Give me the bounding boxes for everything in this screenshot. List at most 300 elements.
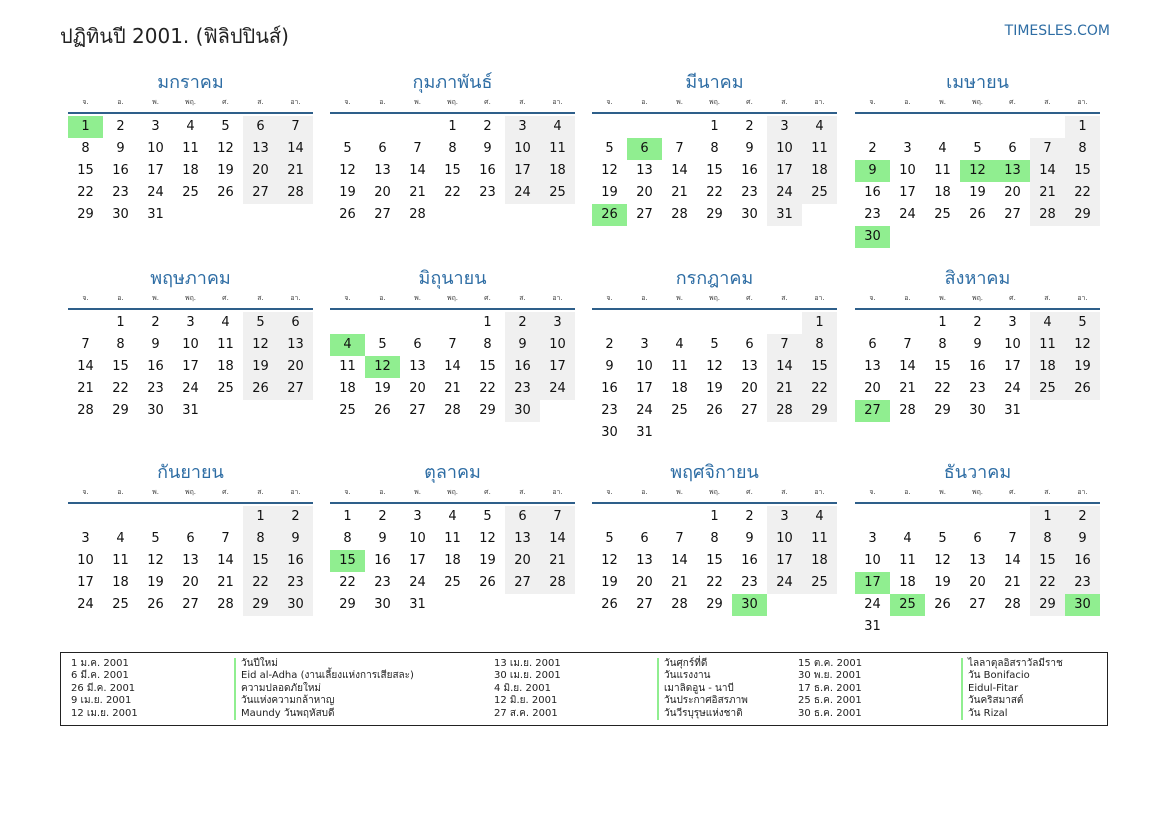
day-cell: 28 (671, 597, 688, 612)
day-cell: 24 (864, 597, 881, 612)
day-cell: 9 (745, 141, 754, 156)
day-cell: 9 (745, 531, 754, 546)
day-cell: 13 (409, 359, 426, 374)
day-cell: 17 (636, 381, 653, 396)
weekday-label: ส. (781, 294, 788, 302)
holiday-name: วันปีใหม่ (234, 658, 278, 670)
day-cell: 2 (745, 119, 754, 134)
day-cell: 1 (710, 119, 719, 134)
weekday-label: อา. (552, 98, 563, 106)
holiday-name: วันวีรบุรุษแห่งชาติ (657, 708, 743, 720)
day-cell: 27 (741, 403, 758, 418)
day-cell: 15 (112, 359, 129, 374)
day-cell: 22 (934, 381, 951, 396)
day-cell: 24 (505, 182, 540, 204)
day-cell: 14 (767, 356, 802, 378)
day-cell: 11 (339, 359, 356, 374)
day-cell: 12 (339, 163, 356, 178)
day-cell: 10 (147, 141, 164, 156)
day-cell: 26 (479, 575, 496, 590)
day-cell: 14 (1030, 160, 1065, 182)
day-cell: 25 (934, 207, 951, 222)
holiday-day-cell: 17 (855, 572, 890, 594)
month-name: กรกฎาคม (675, 268, 754, 289)
day-cell: 9 (505, 334, 540, 356)
day-cell: 24 (77, 597, 94, 612)
day-cell: 26 (374, 403, 391, 418)
day-cell: 26 (969, 207, 986, 222)
weekday-label: พฤ. (446, 98, 459, 106)
day-cell: 14 (671, 553, 688, 568)
holiday-day-cell: 6 (627, 138, 662, 160)
holiday-date: 9 เม.ย. 2001 (71, 695, 132, 707)
holiday-day-cell: 15 (330, 550, 365, 572)
weekday-label: อ. (641, 294, 648, 302)
holiday-date: 6 มี.ค. 2001 (71, 670, 129, 682)
day-cell: 23 (741, 575, 758, 590)
day-cell: 5 (605, 531, 614, 546)
weekday-label: พ. (152, 488, 159, 496)
day-cell: 18 (802, 550, 837, 572)
day-grid (592, 114, 837, 246)
weekday-label: ศ. (1009, 98, 1016, 106)
weekday-header (855, 292, 1100, 310)
day-cell: 4 (802, 116, 837, 138)
day-cell: 25 (444, 575, 461, 590)
day-cell: 31 (1004, 403, 1021, 418)
day-cell: 29 (77, 207, 94, 222)
day-cell: 26 (1065, 378, 1100, 400)
day-grid (330, 310, 575, 442)
day-cell: 22 (706, 575, 723, 590)
day-cell: 24 (767, 572, 802, 594)
holiday-name: ไลลาตุลอิสราวัลมีราช (961, 658, 1063, 670)
weekday-label: จ. (82, 98, 89, 106)
day-cell: 5 (343, 141, 352, 156)
day-cell: 3 (903, 141, 912, 156)
day-cell: 24 (1004, 381, 1021, 396)
day-cell: 20 (1004, 185, 1021, 200)
holiday-row (494, 708, 794, 720)
day-cell: 20 (374, 185, 391, 200)
day-cell: 4 (448, 509, 457, 524)
day-cell: 22 (77, 185, 94, 200)
holiday-column-3 (798, 658, 1098, 720)
day-cell: 2 (1065, 506, 1100, 528)
month-11 (592, 460, 837, 636)
day-cell: 14 (409, 163, 426, 178)
holiday-day-cell: 1 (68, 116, 103, 138)
day-cell: 2 (868, 141, 877, 156)
day-cell: 3 (1008, 315, 1017, 330)
day-cell: 23 (374, 575, 391, 590)
day-cell: 8 (802, 334, 837, 356)
day-cell: 20 (636, 575, 653, 590)
holiday-day-cell: 27 (855, 400, 890, 422)
day-cell: 23 (601, 403, 618, 418)
day-cell: 28 (217, 597, 234, 612)
day-cell: 7 (675, 531, 684, 546)
weekday-label: ศ. (222, 488, 229, 496)
day-cell: 16 (112, 163, 129, 178)
weekday-label: ศ. (484, 98, 491, 106)
day-cell: 31 (636, 425, 653, 440)
weekday-header (855, 96, 1100, 114)
day-cell: 15 (479, 359, 496, 374)
day-cell: 29 (339, 597, 356, 612)
day-cell: 25 (802, 182, 837, 204)
weekday-label: จ. (82, 488, 89, 496)
day-cell: 2 (378, 509, 387, 524)
day-cell: 21 (671, 185, 688, 200)
holiday-day-cell: 9 (855, 160, 890, 182)
holiday-day-cell: 26 (592, 204, 627, 226)
holiday-row (798, 683, 1098, 695)
day-cell: 11 (540, 138, 575, 160)
day-cell: 25 (671, 403, 688, 418)
weekday-label: พฤ. (184, 488, 197, 496)
day-cell: 11 (899, 553, 916, 568)
day-cell: 8 (938, 337, 947, 352)
day-cell: 8 (710, 531, 719, 546)
day-cell: 30 (969, 403, 986, 418)
weekday-label: ศ. (222, 98, 229, 106)
day-cell: 1 (1065, 116, 1100, 138)
day-cell: 9 (151, 337, 160, 352)
weekday-header (68, 292, 313, 310)
day-cell: 26 (217, 185, 234, 200)
weekday-label: ส. (257, 294, 264, 302)
weekday-label: อ. (117, 488, 124, 496)
day-cell: 4 (938, 141, 947, 156)
holiday-day-cell: 12 (960, 160, 995, 182)
weekday-label: พ. (414, 488, 421, 496)
site-link[interactable]: TIMESLES.COM (1004, 23, 1110, 39)
day-cell: 1 (483, 315, 492, 330)
holiday-name: วันประกาศอิสรภาพ (657, 695, 748, 707)
holiday-date: 4 มิ.ย. 2001 (494, 682, 551, 694)
day-cell: 5 (151, 531, 160, 546)
day-cell: 18 (444, 553, 461, 568)
holiday-name: วัน Rizal (961, 708, 1008, 720)
day-cell: 18 (1030, 356, 1065, 378)
day-cell: 8 (448, 141, 457, 156)
day-cell: 10 (505, 138, 540, 160)
day-cell: 3 (505, 116, 540, 138)
day-cell: 25 (802, 572, 837, 594)
weekday-label: อา. (290, 294, 301, 302)
day-cell: 18 (671, 381, 688, 396)
day-cell: 28 (1030, 204, 1065, 226)
day-cell: 4 (186, 119, 195, 134)
day-cell: 19 (1065, 356, 1100, 378)
day-cell: 24 (767, 182, 802, 204)
holiday-column-1 (71, 658, 491, 720)
day-cell: 5 (243, 312, 278, 334)
month-1 (68, 70, 313, 246)
holiday-day-cell: 25 (890, 594, 925, 616)
day-cell: 12 (217, 141, 234, 156)
day-cell: 21 (217, 575, 234, 590)
day-cell: 21 (1004, 575, 1021, 590)
day-cell: 1 (448, 119, 457, 134)
day-cell: 28 (77, 403, 94, 418)
day-cell: 17 (409, 553, 426, 568)
day-cell: 20 (741, 381, 758, 396)
month-name: ตุลาคม (424, 462, 481, 483)
holiday-date: 30 ธ.ค. 2001 (798, 707, 862, 719)
day-cell: 28 (671, 207, 688, 222)
month-9 (68, 460, 313, 636)
day-cell: 14 (444, 359, 461, 374)
holiday-row (494, 695, 794, 707)
day-cell: 29 (706, 597, 723, 612)
day-cell: 12 (479, 531, 496, 546)
day-cell: 19 (601, 575, 618, 590)
day-cell: 8 (1030, 528, 1065, 550)
day-cell: 17 (147, 163, 164, 178)
weekday-label: อ. (904, 294, 911, 302)
day-cell: 19 (706, 381, 723, 396)
day-cell: 18 (112, 575, 129, 590)
weekday-label: อา. (552, 488, 563, 496)
month-10 (330, 460, 575, 636)
weekday-label: อา. (552, 294, 563, 302)
day-cell: 14 (1004, 553, 1021, 568)
day-cell: 4 (221, 315, 230, 330)
day-grid (330, 504, 575, 636)
day-cell: 13 (182, 553, 199, 568)
day-cell: 21 (767, 378, 802, 400)
weekday-label: พ. (939, 98, 946, 106)
day-cell: 8 (243, 528, 278, 550)
day-cell: 11 (671, 359, 688, 374)
day-cell: 29 (479, 403, 496, 418)
day-cell: 29 (802, 400, 837, 422)
day-cell: 22 (802, 378, 837, 400)
day-cell: 11 (934, 163, 951, 178)
holiday-row (494, 670, 794, 682)
day-cell: 10 (899, 163, 916, 178)
holiday-row (71, 658, 491, 670)
day-cell: 13 (636, 163, 653, 178)
weekday-label: พฤ. (708, 488, 721, 496)
holiday-day-cell: 13 (995, 160, 1030, 182)
day-cell: 28 (409, 207, 426, 222)
day-cell: 4 (903, 531, 912, 546)
day-cell: 26 (243, 378, 278, 400)
day-cell: 6 (186, 531, 195, 546)
day-cell: 7 (413, 141, 422, 156)
day-cell: 8 (81, 141, 90, 156)
day-cell: 15 (77, 163, 94, 178)
day-cell: 6 (278, 312, 313, 334)
holiday-row (798, 695, 1098, 707)
day-cell: 9 (1065, 528, 1100, 550)
day-cell: 27 (409, 403, 426, 418)
day-cell: 1 (1030, 506, 1065, 528)
day-cell: 5 (1065, 312, 1100, 334)
day-cell: 20 (278, 356, 313, 378)
day-cell: 20 (864, 381, 881, 396)
day-cell: 5 (938, 531, 947, 546)
day-cell: 15 (802, 356, 837, 378)
day-cell: 22 (1065, 182, 1100, 204)
day-cell: 22 (112, 381, 129, 396)
day-cell: 22 (243, 572, 278, 594)
day-cell: 19 (339, 185, 356, 200)
day-cell: 17 (1004, 359, 1021, 374)
day-cell: 15 (1065, 160, 1100, 182)
day-cell: 25 (1030, 378, 1065, 400)
day-cell: 27 (374, 207, 391, 222)
day-cell: 24 (147, 185, 164, 200)
holiday-name: Eidul-Fitar (961, 683, 1018, 695)
day-cell: 2 (605, 337, 614, 352)
day-cell: 2 (745, 509, 754, 524)
weekday-label: จ. (606, 488, 613, 496)
day-cell: 15 (706, 163, 723, 178)
day-cell: 12 (1065, 334, 1100, 356)
day-cell: 30 (741, 207, 758, 222)
day-cell: 7 (221, 531, 230, 546)
day-cell: 18 (217, 359, 234, 374)
day-cell: 28 (444, 403, 461, 418)
day-cell: 1 (938, 315, 947, 330)
day-cell: 10 (409, 531, 426, 546)
weekday-label: จ. (869, 488, 876, 496)
weekday-header (330, 292, 575, 310)
day-cell: 31 (182, 403, 199, 418)
day-cell: 3 (413, 509, 422, 524)
month-name: กันยายน (157, 462, 224, 483)
day-cell: 5 (973, 141, 982, 156)
day-cell: 27 (278, 378, 313, 400)
day-cell: 18 (182, 163, 199, 178)
day-cell: 16 (505, 356, 540, 378)
page-title: ปฏิทินปี 2001. (ฟิลิปปินส์) (60, 24, 289, 48)
day-cell: 24 (899, 207, 916, 222)
day-grid (855, 114, 1100, 246)
day-cell: 1 (710, 509, 719, 524)
day-cell: 27 (636, 597, 653, 612)
day-cell: 6 (640, 531, 649, 546)
day-cell: 26 (706, 403, 723, 418)
day-grid (855, 504, 1100, 636)
day-cell: 19 (147, 575, 164, 590)
month-name: สิงหาคม (944, 268, 1011, 289)
day-cell: 12 (934, 553, 951, 568)
day-cell: 27 (182, 597, 199, 612)
month-3 (592, 70, 837, 246)
day-cell: 4 (675, 337, 684, 352)
weekday-header (592, 486, 837, 504)
holiday-row (798, 658, 1098, 670)
holiday-column-2 (494, 658, 794, 720)
day-cell: 1 (116, 315, 125, 330)
day-cell: 6 (973, 531, 982, 546)
day-cell: 6 (1008, 141, 1017, 156)
day-cell: 13 (864, 359, 881, 374)
weekday-label: จ. (869, 98, 876, 106)
day-grid (68, 504, 313, 636)
day-cell: 10 (636, 359, 653, 374)
day-cell: 19 (934, 575, 951, 590)
day-cell: 17 (767, 550, 802, 572)
day-cell: 25 (540, 182, 575, 204)
weekday-label: พ. (676, 488, 683, 496)
day-cell: 20 (636, 185, 653, 200)
day-cell: 23 (479, 185, 496, 200)
day-cell: 11 (182, 141, 199, 156)
month-4 (855, 70, 1100, 246)
month-12 (855, 460, 1100, 636)
day-cell: 3 (186, 315, 195, 330)
weekday-label: อ. (379, 488, 386, 496)
day-cell: 29 (706, 207, 723, 222)
day-cell: 8 (116, 337, 125, 352)
weekday-label: อา. (814, 98, 825, 106)
day-cell: 12 (147, 553, 164, 568)
day-cell: 3 (767, 116, 802, 138)
day-cell: 19 (374, 381, 391, 396)
holiday-date: 1 ม.ค. 2001 (71, 658, 129, 669)
day-cell: 14 (671, 163, 688, 178)
holiday-date: 13 เม.ย. 2001 (494, 658, 561, 669)
day-cell: 2 (116, 119, 125, 134)
weekday-header (330, 96, 575, 114)
day-cell: 17 (505, 160, 540, 182)
day-cell: 1 (343, 509, 352, 524)
day-cell: 9 (483, 141, 492, 156)
day-cell: 29 (243, 594, 278, 616)
day-cell: 21 (409, 185, 426, 200)
day-cell: 10 (182, 337, 199, 352)
day-cell: 31 (409, 597, 426, 612)
day-cell: 19 (243, 356, 278, 378)
day-cell: 19 (217, 163, 234, 178)
day-cell: 9 (278, 528, 313, 550)
month-5 (68, 266, 313, 442)
day-cell: 3 (540, 312, 575, 334)
holiday-row (71, 670, 491, 682)
day-cell: 18 (934, 185, 951, 200)
day-cell: 8 (710, 141, 719, 156)
weekday-label: อ. (641, 488, 648, 496)
weekday-label: พ. (414, 98, 421, 106)
weekday-label: จ. (869, 294, 876, 302)
day-cell: 17 (182, 359, 199, 374)
day-cell: 11 (1030, 334, 1065, 356)
day-cell: 7 (767, 334, 802, 356)
day-cell: 27 (969, 597, 986, 612)
holiday-date: 27 ส.ค. 2001 (494, 707, 558, 719)
day-cell: 25 (112, 597, 129, 612)
month-name: กุมภาพันธ์ (412, 72, 493, 93)
day-cell: 10 (1004, 337, 1021, 352)
weekday-label: พ. (939, 488, 946, 496)
day-cell: 22 (444, 185, 461, 200)
day-cell: 21 (278, 160, 313, 182)
day-cell: 15 (444, 163, 461, 178)
weekday-label: จ. (606, 294, 613, 302)
weekday-label: ศ. (222, 294, 229, 302)
day-cell: 16 (278, 550, 313, 572)
day-cell: 9 (973, 337, 982, 352)
day-cell: 28 (767, 400, 802, 422)
weekday-label: จ. (82, 294, 89, 302)
weekday-label: ส. (1044, 98, 1051, 106)
